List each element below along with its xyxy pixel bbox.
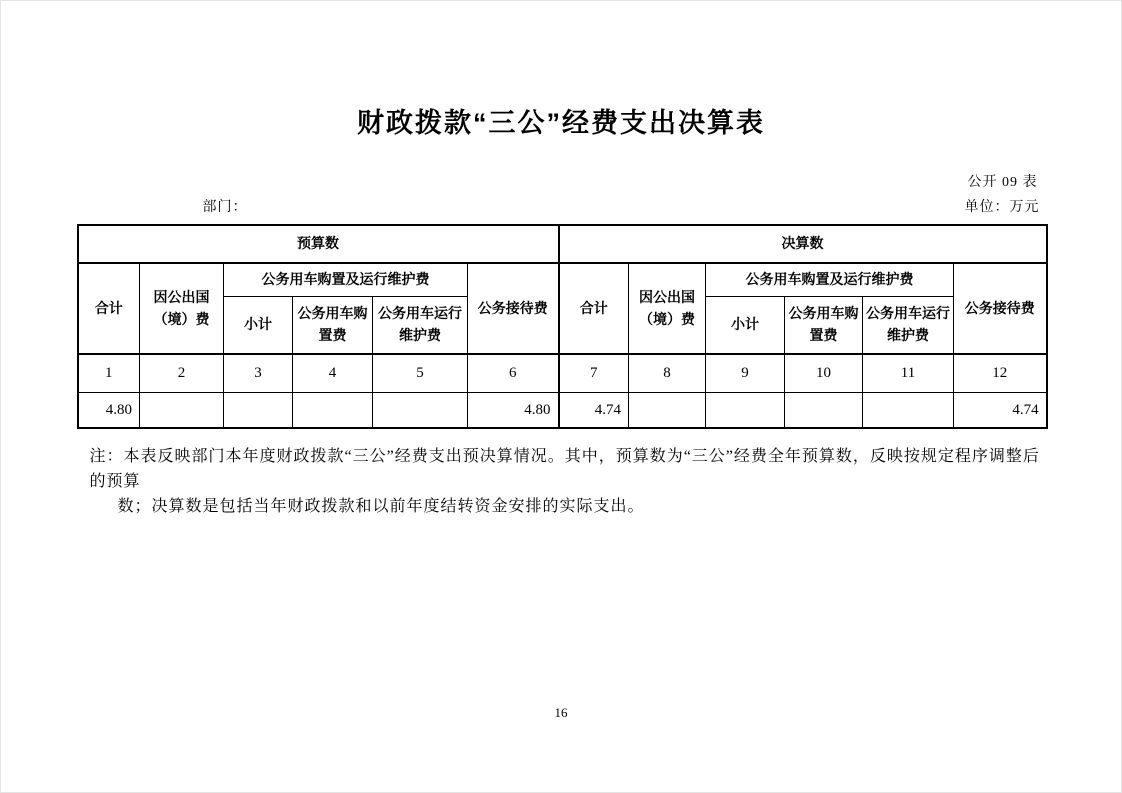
footnote-line: 数；决算数是包括当年财政拨款和以前年度结转资金安排的实际支出。 — [117, 498, 645, 515]
header-final-reception: 公务接待费 — [954, 263, 1047, 354]
column-number-cell: 2 — [140, 354, 224, 393]
page-title: 财政拨款“三公”经费支出决算表 — [357, 108, 765, 138]
header-budget-vehicle-purchase: 公务用车购置费 — [293, 297, 373, 355]
value-cell-budget-abroad — [140, 393, 224, 429]
header-final-vehicle-subtotal: 小计 — [706, 297, 785, 355]
column-number-cell: 10 — [785, 354, 863, 393]
value-cell-final-total: 4.74 — [559, 393, 629, 429]
value-cell-final-vehicle-maintenance — [863, 393, 954, 429]
column-number-cell: 3 — [224, 354, 293, 393]
column-number-cell: 1 — [78, 354, 140, 393]
section-final: 决算数 — [559, 225, 1047, 263]
column-number-cell: 6 — [468, 354, 559, 393]
three-public-expense-table — [77, 224, 1048, 429]
value-row — [78, 393, 1047, 429]
header-final-total: 合计 — [559, 263, 629, 354]
header-budget-total: 合计 — [78, 263, 140, 354]
value-cell-final-vehicle-subtotal — [706, 393, 785, 429]
unit-label: 单位：万元 — [964, 200, 1040, 215]
footnote-line: 注：本表反映部门本年度财政拨款“三公”经费支出预决算情况。其中，预算数为“三公”经费全年预算数，反映按规定程序调整后的预算 — [89, 448, 1040, 490]
meta-line — [77, 196, 1046, 216]
column-number-cell: 8 — [629, 354, 706, 393]
column-number-cell: 4 — [293, 354, 373, 393]
department-label: 部门： — [202, 200, 248, 215]
value-cell-budget-vehicle-subtotal — [224, 393, 293, 429]
header-final-vehicle-group: 公务用车购置及运行维护费 — [706, 263, 954, 297]
content-area — [77, 171, 1046, 519]
column-number-cell: 12 — [954, 354, 1047, 393]
header-budget-vehicle-maintenance: 公务用车运行维护费 — [373, 297, 468, 355]
header-budget-reception: 公务接待费 — [468, 263, 559, 354]
section-header-row — [78, 225, 1047, 263]
header-budget-vehicle-subtotal: 小计 — [224, 297, 293, 355]
header-budget-vehicle-group: 公务用车购置及运行维护费 — [224, 263, 468, 297]
value-cell-final-abroad — [629, 393, 706, 429]
table-code: 公开 09 表 — [967, 175, 1038, 190]
column-number-row — [78, 354, 1047, 393]
value-cell-budget-vehicle-purchase — [293, 393, 373, 429]
section-budget: 预算数 — [78, 225, 559, 263]
header-row — [78, 263, 1047, 297]
table-footnote — [77, 444, 1046, 519]
value-cell-budget-total: 4.80 — [78, 393, 140, 429]
value-cell-budget-reception: 4.80 — [468, 393, 559, 429]
header-budget-abroad: 因公出国（境）费 — [140, 263, 224, 354]
column-number-cell: 7 — [559, 354, 629, 393]
column-number-cell: 9 — [706, 354, 785, 393]
column-number-cell: 11 — [863, 354, 954, 393]
value-cell-final-vehicle-purchase — [785, 393, 863, 429]
header-final-abroad: 因公出国（境）费 — [629, 263, 706, 354]
header-final-vehicle-maintenance: 公务用车运行维护费 — [863, 297, 954, 355]
page-number: 16 — [554, 705, 568, 720]
value-cell-budget-vehicle-maintenance — [373, 393, 468, 429]
header-final-vehicle-purchase: 公务用车购置费 — [785, 297, 863, 355]
column-number-cell: 5 — [373, 354, 468, 393]
value-cell-final-reception: 4.74 — [954, 393, 1047, 429]
